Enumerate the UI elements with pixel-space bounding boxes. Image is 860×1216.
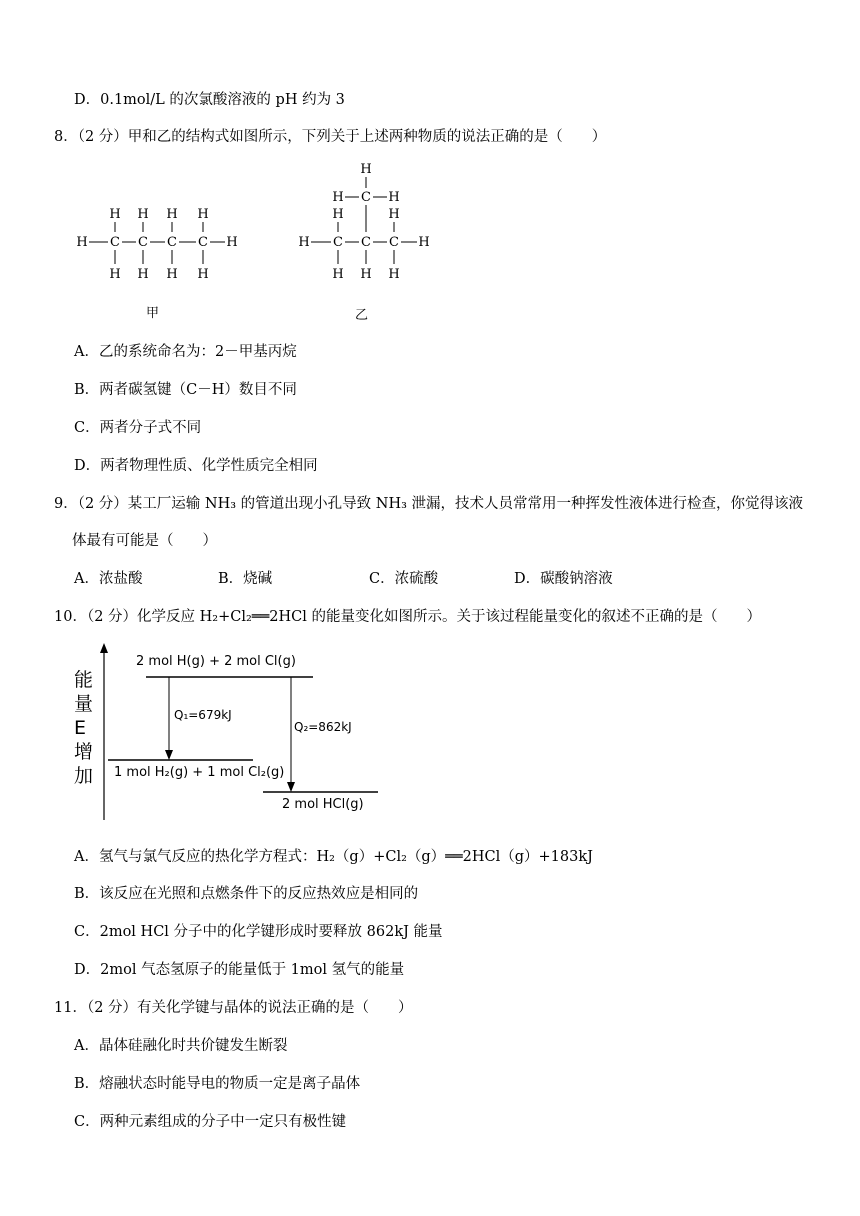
q10-option-a: A．氢气与氯气反应的热化学方程式：H₂（g）+Cl₂（g）══2HCl（g）+183kJ [74, 849, 593, 865]
svg-text:H: H [418, 235, 430, 250]
axis-char: 增 [74, 741, 94, 763]
svg-text:H: H [166, 267, 178, 282]
q9-stem-line1: 9．（2 分）某工厂运输 NH₃ 的管道出现小孔导致 NH₃ 泄漏，技术人员常常用一种挥发性液体进行检查，你觉得该液 [54, 496, 804, 512]
q10-option-b: B．该反应在光照和点燃条件下的反应热效应是相同的 [74, 886, 419, 902]
structure-jia-label: 甲 [146, 306, 160, 321]
q10-stem: 10．（2 分）化学反应 H₂+Cl₂══2HCl 的能量变化如图所示。关于该过程能量变化的叙述不正确的是（ ） [54, 609, 761, 625]
q9-option-b: B．烧碱 [218, 571, 273, 587]
q8-option-b: B．两者碳氢键（C－H）数目不同 [74, 382, 297, 398]
structure-jia [72, 198, 242, 288]
q8-stem: 8．（2 分）甲和乙的结构式如图所示，下列关于上述两种物质的说法正确的是（ ） [54, 129, 607, 145]
svg-text:H: H [197, 207, 209, 222]
svg-text:C: C [138, 235, 148, 250]
q1-label: Q₁=679kJ [174, 708, 232, 722]
svg-text:H: H [332, 267, 344, 282]
svg-text:H: H [332, 207, 344, 222]
q8-option-a: A．乙的系统命名为：2－甲基丙烷 [74, 344, 297, 360]
q8-option-c: C．两者分子式不同 [74, 420, 202, 436]
q2-label: Q₂=862kJ [294, 720, 352, 734]
energy-diagram [68, 640, 388, 825]
q9-stem-line2: 体最有可能是（ ） [72, 533, 217, 549]
structure-yi-label: 乙 [355, 308, 369, 323]
axis-char: 能 [74, 669, 94, 691]
svg-text:H: H [109, 267, 121, 282]
axis-char: E [74, 717, 87, 739]
q11-option-a: A．晶体硅融化时共价键发生断裂 [74, 1038, 288, 1054]
svg-text:H: H [298, 235, 310, 250]
svg-text:C: C [167, 235, 177, 250]
q11-stem: 11．（2 分）有关化学键与晶体的说法正确的是（ ） [54, 1000, 413, 1016]
svg-text:H: H [226, 235, 238, 250]
top-energy-level: 2 mol H(g) + 2 mol Cl(g) [136, 654, 296, 669]
q10-option-d: D．2mol 气态氢原子的能量低于 1mol 氢气的能量 [74, 962, 405, 978]
q11-option-c: C．两种元素组成的分子中一定只有极性键 [74, 1114, 347, 1130]
mid-energy-level: 1 mol H₂(g) + 1 mol Cl₂(g) [114, 765, 285, 780]
svg-text:C: C [198, 235, 208, 250]
q10-option-c: C．2mol HCl 分子中的化学键形成时要释放 862kJ 能量 [74, 924, 443, 940]
svg-text:H: H [137, 207, 149, 222]
svg-text:H: H [76, 235, 88, 250]
axis-char: 量 [74, 693, 94, 715]
svg-text:C: C [389, 235, 399, 250]
svg-text:H: H [109, 207, 121, 222]
svg-text:C: C [333, 235, 343, 250]
q7-option-d: D．0.1mol/L 的次氯酸溶液的 pH 约为 3 [74, 92, 345, 108]
svg-text:H: H [197, 267, 209, 282]
svg-text:H: H [137, 267, 149, 282]
svg-text:H: H [388, 267, 400, 282]
axis-char: 加 [74, 765, 94, 787]
svg-text:H: H [360, 267, 372, 282]
q11-option-b: B．熔融状态时能导电的物质一定是离子晶体 [74, 1076, 361, 1092]
svg-text:H: H [166, 207, 178, 222]
svg-text:C: C [361, 235, 371, 250]
svg-text:H: H [388, 190, 400, 205]
svg-text:C: C [110, 235, 120, 250]
svg-text:H: H [332, 190, 344, 205]
svg-text:C: C [361, 190, 371, 205]
svg-text:H: H [360, 162, 372, 177]
q9-option-d: D．碳酸钠溶液 [514, 571, 613, 587]
q9-option-a: A．浓盐酸 [74, 571, 143, 587]
q8-option-d: D．两者物理性质、化学性质完全相同 [74, 458, 318, 474]
structure-yi [294, 156, 444, 286]
q9-option-c: C．浓硫酸 [369, 571, 439, 587]
bottom-energy-level: 2 mol HCl(g) [282, 797, 364, 812]
svg-text:H: H [388, 207, 400, 222]
